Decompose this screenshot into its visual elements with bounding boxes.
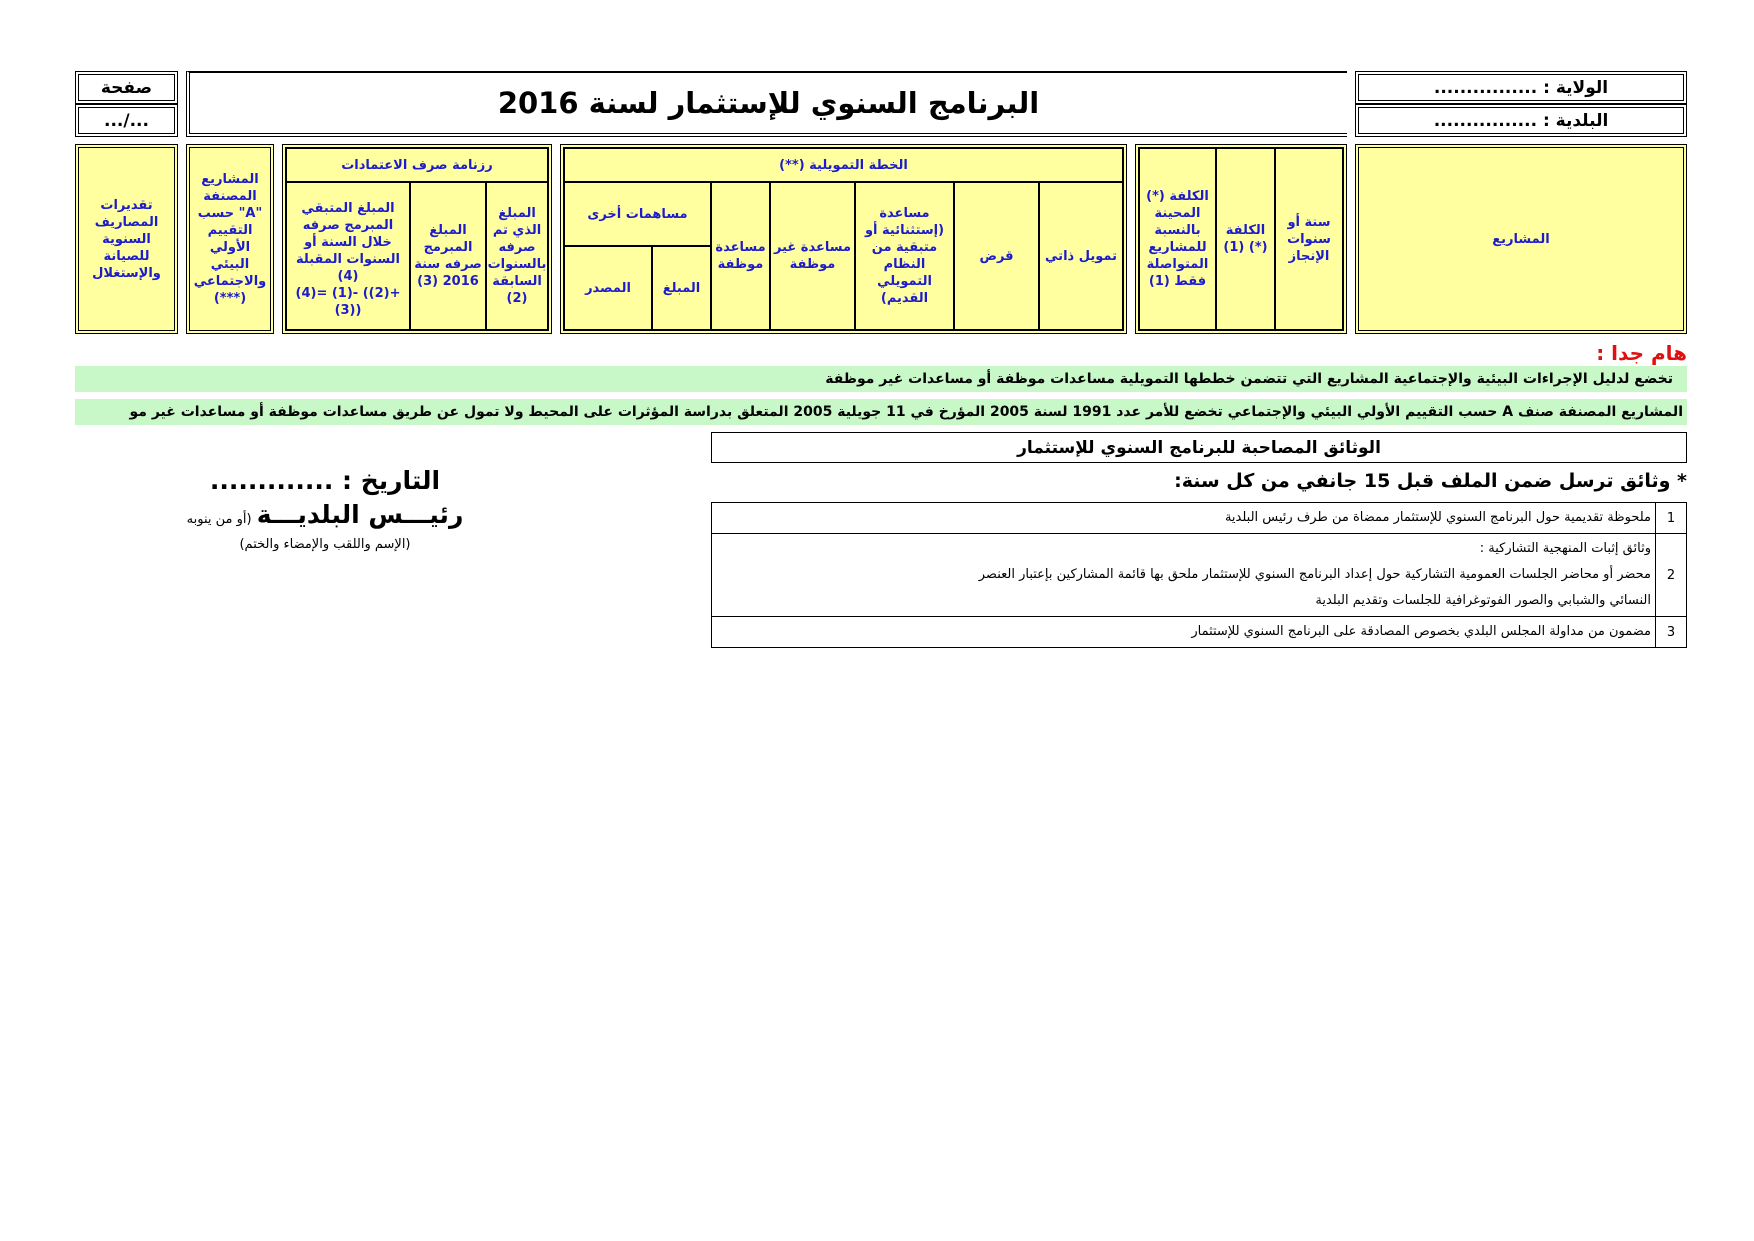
col-other-contributions: مساهمات أخرى bbox=[564, 182, 711, 246]
document-line: وثائق إثبات المنهجية التشاركية : bbox=[1479, 541, 1651, 556]
col-classified-a: المشاريع المصنفة حسب "A" التقييم الأولي البيئي والاجتماعي (***) bbox=[186, 144, 274, 334]
document-line: ملحوظة تقديمية حول البرنامج السنوي للإستثمار ممضاة من طرف رئيس البلدية bbox=[1224, 510, 1651, 525]
disbursement-header: رزنامة صرف الاعتمادات bbox=[286, 148, 548, 182]
col-cost: الكلفة (*) (1) bbox=[1216, 148, 1275, 330]
col-source: المصدر bbox=[564, 246, 652, 330]
col-maintenance: تقديرات المصاريف السنوية للصيانة والإستغلال bbox=[75, 144, 178, 334]
col-remaining-formula: (4)= (1)- ((2)+(3)) bbox=[295, 285, 401, 318]
col-self-financing: تمويل ذاتي bbox=[1039, 182, 1123, 330]
financing-plan-group bbox=[560, 144, 1127, 334]
document-text bbox=[712, 503, 1656, 534]
documents-title: الوثائق المصاحبة للبرنامج السنوي للإستثمار bbox=[711, 432, 1687, 463]
col-loan: قرض bbox=[954, 182, 1039, 330]
page-title bbox=[186, 71, 1347, 137]
document-row bbox=[712, 617, 1687, 648]
signature-president-title: رئيـــس البلديـــة bbox=[256, 500, 464, 529]
document-number: 1 bbox=[1656, 503, 1687, 534]
document-text bbox=[712, 617, 1656, 648]
document-text bbox=[712, 534, 1656, 617]
document-line: النسائي والشبابي والصور الفوتوغرافية للجلسات وتقديم البلدية bbox=[1315, 593, 1651, 608]
signature-date: ............. : التاريخ bbox=[209, 466, 441, 495]
document-row bbox=[712, 503, 1687, 534]
col-years: سنة أو سنوات الإنجاز bbox=[1275, 148, 1343, 330]
document-number: 2 bbox=[1656, 534, 1687, 617]
signature-delegate: (أو من ينوبه bbox=[186, 512, 252, 527]
document-number: 3 bbox=[1656, 617, 1687, 648]
wilaya-field: ................ : الولاية bbox=[1355, 71, 1687, 104]
col-revised-cost: (*) الكلفة المحينة بالنسبة للمشاريع المتواصلة فقط (1) bbox=[1139, 148, 1216, 330]
col-spent-previous: المبلغ الذي تم صرفه بالسنوات السابقة (2) bbox=[486, 182, 548, 330]
col-exceptional-aid: مساعدة (إستثنائية أو متبقية من النظام التمويلي القديم) bbox=[855, 182, 954, 330]
financing-plan-header: (**) الخطة التمويلية bbox=[564, 148, 1123, 182]
signature-name-note: (الإسم واللقب والإمضاء والختم) bbox=[239, 537, 411, 552]
commune-field: ................ : البلدية bbox=[1355, 104, 1687, 137]
notice-line-2: المشاريع المصنفة صنف A حسب التقييم الأولي البيئي والإجتماعي تخضع للأمر عدد 1991 لسنة 2005 المؤرخ في 11 جويلية 2005 المتعلق بدراسة المؤثرات على المحيط ولا تمول عن طريق مساعدات موظفة أو مساعدات غير مو bbox=[75, 399, 1687, 425]
notice-line-1: تخضع لدليل الإجراءات البيئية والإجتماعية المشاريع التي تتضمن خططها التمويلية مساعدات موظفة أو مساعدات غير موظفة bbox=[75, 366, 1687, 392]
signature-president bbox=[150, 500, 500, 529]
col-planned-2016: المبلغ المبرمج صرفه سنة 2016 (3) bbox=[410, 182, 486, 330]
document-line: محضر أو محاضر الجلسات العمومية التشاركية حول إعداد البرنامج السنوي للإستثمار ملحق بها قائمة المشاركين بإعتبار العنصر bbox=[978, 567, 1651, 582]
page-label: صفحة bbox=[75, 71, 178, 104]
document-row bbox=[712, 534, 1687, 617]
notice-title: هام جدا : bbox=[1596, 341, 1687, 365]
col-non-allocated-aid: مساعدة غير موظفة bbox=[770, 182, 855, 330]
disbursement-group bbox=[282, 144, 552, 334]
col-remaining-label: المبلغ المتبقي المبرمج صرفه خلال السنة أو السنوات المقبلة (4) bbox=[296, 200, 400, 284]
documents-subtitle: * وثائق ترسل ضمن الملف قبل 15 جانفي من كل سنة: bbox=[1174, 470, 1687, 492]
documents-table bbox=[711, 502, 1687, 648]
page-number: .../... bbox=[75, 104, 178, 137]
document-line: مضمون من مداولة المجلس البلدي بخصوص المصادقة على البرنامج السنوي للإستثمار bbox=[1191, 624, 1651, 639]
col-amount: المبلغ bbox=[652, 246, 711, 330]
col-projects: المشاريع bbox=[1355, 144, 1687, 334]
col-allocated-aid: مساعدة موظفة bbox=[711, 182, 770, 330]
col-remaining bbox=[286, 182, 410, 330]
cost-group bbox=[1135, 144, 1347, 334]
page-title-text: البرنامج السنوي للإستثمار لسنة 2016 bbox=[497, 86, 1040, 120]
